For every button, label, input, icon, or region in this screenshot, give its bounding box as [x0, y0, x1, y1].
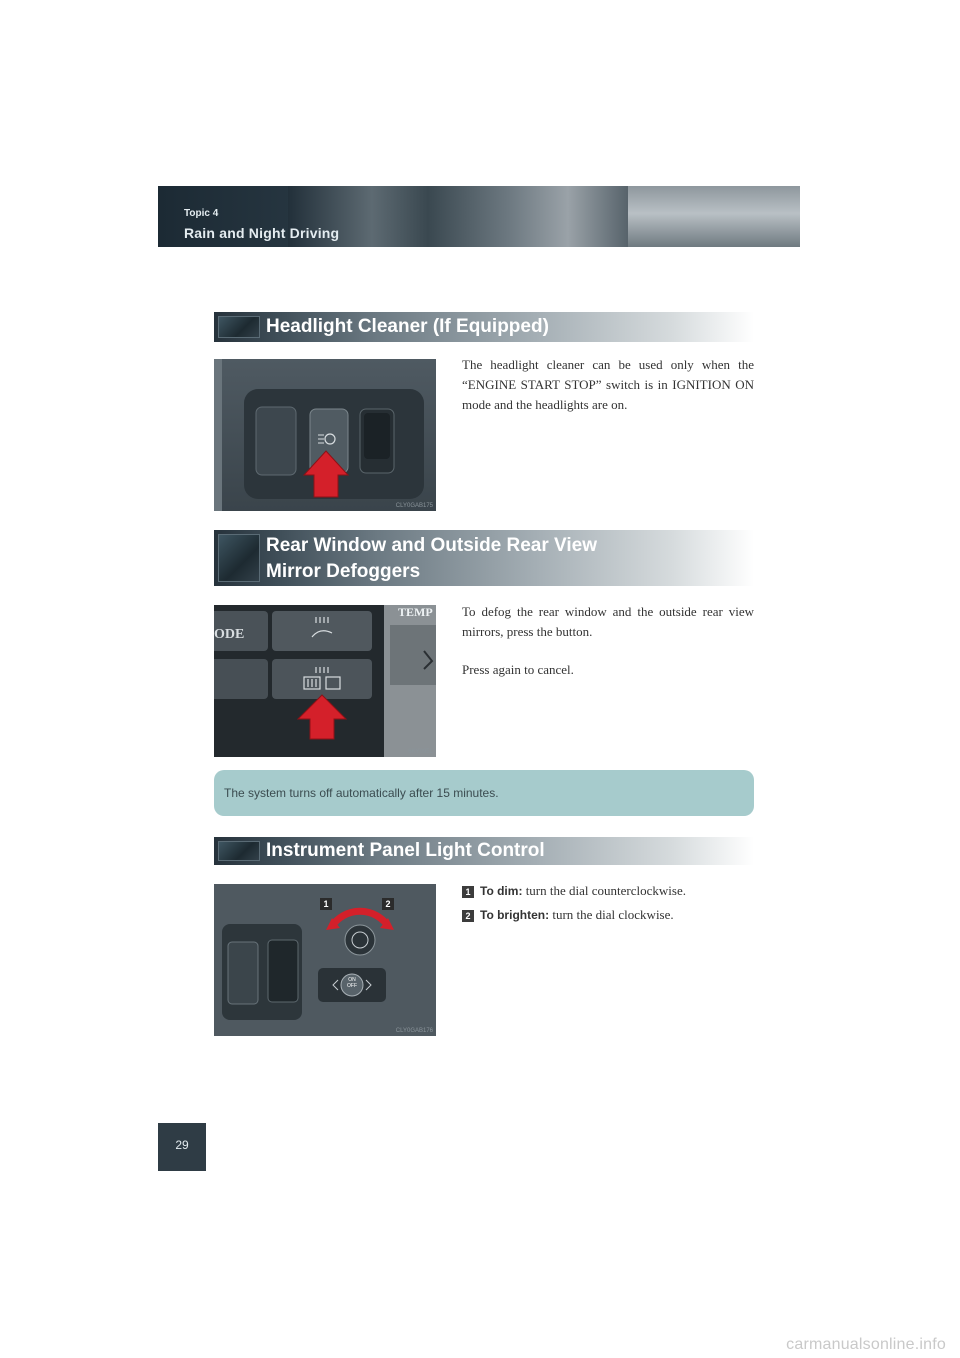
- note-box: [214, 770, 754, 816]
- photo-code: CLY0GAB176: [395, 1028, 433, 1034]
- topic-banner: [158, 186, 800, 247]
- photo-code: CLY0GAB175: [395, 503, 433, 509]
- defogger-buttons-illustration: [214, 605, 436, 757]
- banner-photo-dashboard: [428, 186, 628, 247]
- banner-photo-car: [628, 186, 800, 247]
- step-2-number: 2: [462, 910, 474, 922]
- section-header-panel-light: [214, 837, 754, 865]
- switch-on-label: ON: [348, 977, 356, 983]
- section-title-defogger-line2: Mirror Defoggers: [266, 561, 421, 582]
- section-header-headlight: [214, 312, 754, 342]
- step-1-label: To dim:: [480, 884, 523, 898]
- photo-code: 6KY095L: [408, 749, 433, 755]
- callout-1: 1: [320, 898, 332, 910]
- headlight-switch-illustration: [214, 359, 436, 511]
- step-1-number: 1: [462, 886, 474, 898]
- defogger-photo: [214, 605, 436, 757]
- section-title-headlight: Headlight Cleaner (If Equipped): [266, 316, 549, 337]
- defogger-body-text: To defog the rear window and the outside rear view mirrors, press the button.: [462, 604, 754, 639]
- switch-label: [346, 977, 358, 989]
- step-2-text: turn the dial clockwise.: [549, 907, 674, 922]
- section-header-defogger: [214, 530, 754, 586]
- step-2-label: To brighten:: [480, 908, 550, 922]
- photo-label-mode: ODE: [214, 627, 245, 642]
- topic-label: Topic 4: [184, 208, 219, 219]
- step-1-text: turn the dial counterclockwise.: [522, 883, 686, 898]
- panel-light-photo: [214, 884, 436, 1036]
- topic-title: Rain and Night Driving: [184, 225, 340, 241]
- step-2: [480, 907, 674, 923]
- section-thumb: [218, 841, 260, 861]
- page-number: 29: [175, 1138, 189, 1152]
- headlight-body-text: The headlight cleaner can be used only when the “ENGINE START STOP” switch is in IGNITION ON mode and the headlights are on.: [462, 357, 754, 412]
- callout-2: 2: [382, 898, 394, 910]
- section-thumb: [218, 316, 260, 338]
- headlight-cleaner-photo: [214, 359, 436, 511]
- defogger-cancel-text: Press again to cancel.: [462, 662, 574, 677]
- page-number-tab: [158, 1123, 206, 1171]
- watermark[interactable]: carmanualsonline.info: [786, 1336, 946, 1353]
- section-title-panel-light: Instrument Panel Light Control: [266, 840, 545, 861]
- note-text: The system turns off automatically after 15 minutes.: [224, 786, 499, 800]
- step-1: [480, 883, 686, 899]
- section-thumb: [218, 534, 260, 582]
- section-title-defogger-line1: Rear Window and Outside Rear View: [266, 535, 597, 556]
- switch-off-label: OFF: [347, 983, 357, 989]
- photo-label-temp: TEMP: [398, 605, 433, 619]
